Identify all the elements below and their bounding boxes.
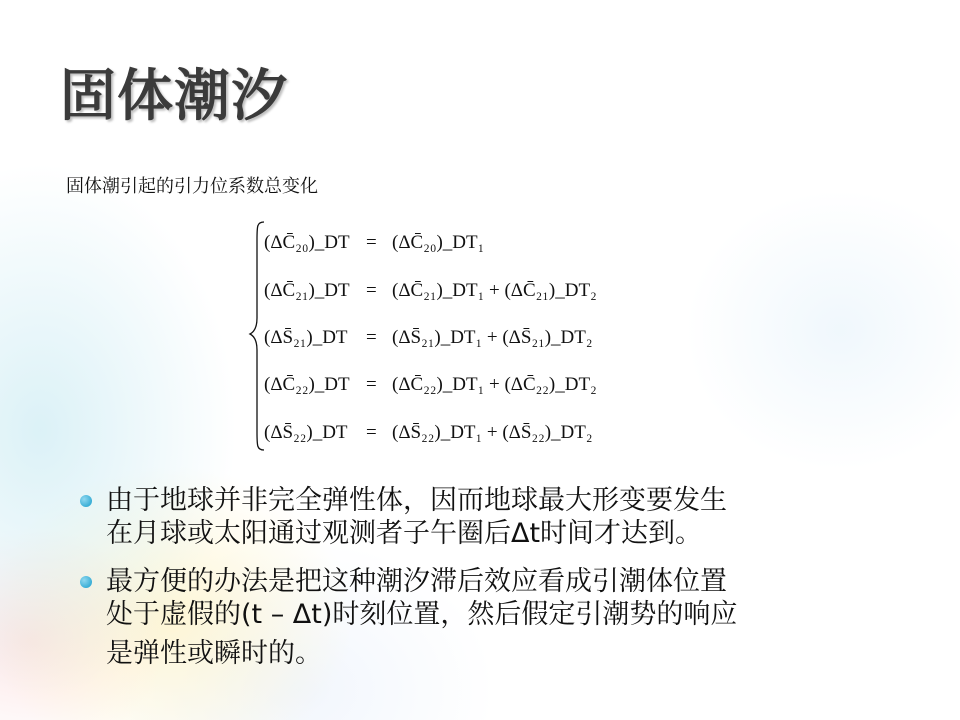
slide-title: 固体潮汐 bbox=[60, 64, 288, 129]
equation-equals: = bbox=[366, 327, 377, 348]
system-brace bbox=[250, 222, 264, 450]
bullet-text-line: 处于虚假的(t – Δt)时刻位置，然后假定引潮势的响应 bbox=[106, 599, 738, 630]
equation-lhs: (ΔS̄₂₂)_DT bbox=[264, 422, 348, 443]
bullet-item bbox=[78, 565, 898, 670]
equation-equals: = bbox=[366, 232, 377, 253]
bullet-list bbox=[78, 484, 898, 685]
equation-row bbox=[264, 280, 597, 301]
equation-row bbox=[264, 374, 597, 395]
equation-lhs: (ΔS̄₂₁)_DT bbox=[264, 327, 348, 348]
equation-row bbox=[264, 327, 593, 348]
equation-rhs: (ΔC̄₂₁)_DT₁ + (ΔC̄₂₁)_DT₂ bbox=[392, 280, 597, 301]
bullet-dot-icon bbox=[80, 495, 92, 507]
equation-equals: = bbox=[366, 422, 377, 443]
bullet-dot-icon bbox=[80, 576, 92, 588]
bullet-text-line: 在月球或太阳通过观测者子午圈后Δt时间才达到。 bbox=[106, 518, 703, 549]
equation-rhs: (ΔC̄₂₀)_DT₁ bbox=[392, 232, 485, 253]
bullet-text-line: 是弹性或瞬时的。 bbox=[106, 638, 322, 669]
equation-row bbox=[264, 422, 593, 443]
equation-equals: = bbox=[366, 280, 377, 301]
equation-equals: = bbox=[366, 374, 377, 395]
bullet-text-line: 由于地球并非完全弹性体，因而地球最大形变要发生 bbox=[106, 485, 727, 516]
bullet-text-line: 最方便的办法是把这种潮汐滞后效应看成引潮体位置 bbox=[106, 566, 727, 597]
equation-rhs: (ΔS̄₂₁)_DT₁ + (ΔS̄₂₁)_DT₂ bbox=[392, 327, 593, 348]
slide-subtitle: 固体潮引起的引力位系数总变化 bbox=[66, 176, 318, 197]
equation-system bbox=[248, 218, 668, 458]
equation-rhs: (ΔC̄₂₂)_DT₁ + (ΔC̄₂₂)_DT₂ bbox=[392, 374, 597, 395]
equation-lhs: (ΔC̄₂₁)_DT bbox=[264, 280, 350, 301]
equation-lhs: (ΔC̄₂₀)_DT bbox=[264, 232, 350, 253]
equation-rhs: (ΔS̄₂₂)_DT₁ + (ΔS̄₂₂)_DT₂ bbox=[392, 422, 593, 443]
equation-row bbox=[264, 232, 484, 253]
equation-system-svg bbox=[248, 218, 668, 458]
equation-lhs: (ΔC̄₂₂)_DT bbox=[264, 374, 350, 395]
bullet-item bbox=[78, 484, 898, 550]
